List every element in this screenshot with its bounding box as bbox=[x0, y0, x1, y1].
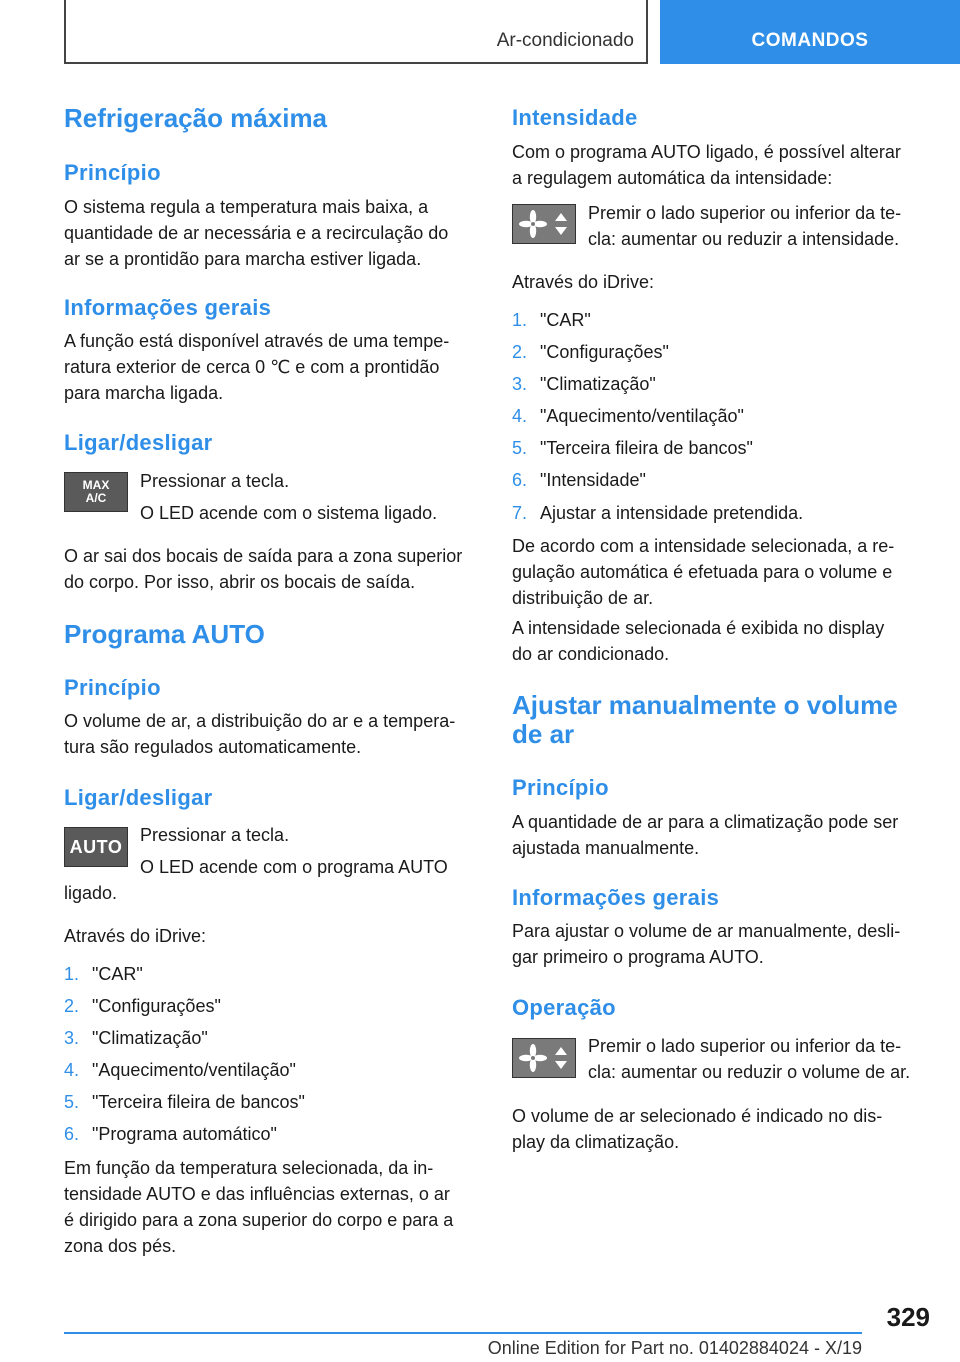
list-item: 7. Ajustar a intensidade pretendida. bbox=[512, 503, 804, 523]
paragraph-intensidade: Com o programa AUTO ligado, é possível alterar a regulagem automática da intensidade: bbox=[512, 142, 901, 188]
heading-principio: Princípio bbox=[64, 160, 161, 185]
heading-programa-auto: Programa AUTO bbox=[64, 619, 265, 649]
max-ac-key-icon: MAX A/C bbox=[64, 472, 128, 512]
paragraph-ligar-maxac: Pressionar a tecla. O LED acende com o sistema ligado. bbox=[140, 471, 438, 523]
page-number: 329 bbox=[886, 1302, 930, 1332]
paragraph-fan-volume: Premir o lado superior ou inferior da te- cla: aumentar ou reduzir o volume de ar. bbox=[588, 1036, 911, 1082]
paragraph-acordo: De acordo com a intensidade selecionada, a re- gulação automática é efetuada para o volume e distribuição de ar. bbox=[512, 536, 895, 608]
list-item: 3. "Climatização" bbox=[512, 374, 656, 394]
list-item: 1. "CAR" bbox=[512, 310, 591, 330]
heading-refrigeracao-maxima: Refrigeração máxima bbox=[64, 103, 328, 133]
paragraph-ligado: ligado. bbox=[64, 883, 118, 903]
list-item: 3. "Climatização" bbox=[64, 1028, 208, 1048]
list-item: 5. "Terceira fileira de bancos" bbox=[64, 1092, 305, 1112]
heading-intensidade: Intensidade bbox=[512, 105, 638, 130]
heading-operacao: Operação bbox=[512, 995, 616, 1020]
heading-principio-auto: Princípio bbox=[64, 675, 161, 700]
paragraph-informacoes-volume: Para ajustar o volume de ar manualmente, desli- gar primeiro o programa AUTO. bbox=[512, 921, 901, 967]
section-title: Ar-condicionado bbox=[496, 30, 634, 51]
heading-ligar-desligar-auto: Ligar/desligar bbox=[64, 785, 213, 810]
list-item: 4. "Aquecimento/ventilação" bbox=[64, 1060, 296, 1080]
paragraph-saida-ar: O ar sai dos bocais de saída para a zona superior do corpo. Por isso, abrir os bocais de saída. bbox=[64, 546, 463, 592]
paragraph-principio-auto: O volume de ar, a distribuição do ar e a tempera- tura são regulados automaticamente. bbox=[64, 711, 456, 757]
paragraph-idrive-right: Através do iDrive: bbox=[512, 272, 655, 292]
paragraph-fan-intensidade: Premir o lado superior ou inferior da te- cla: aumentar ou reduzir a intensidade. bbox=[588, 203, 902, 249]
list-item: 5. "Terceira fileira de bancos" bbox=[512, 438, 753, 458]
paragraph-principio-volume: A quantidade de ar para a climatização pode ser ajustada manualmente. bbox=[512, 812, 899, 858]
heading-informacoes-volume: Informações gerais bbox=[512, 885, 720, 910]
paragraph-display: A intensidade selecionada é exibida no display do ar condicionado. bbox=[512, 618, 885, 664]
paragraph-final: Em função da temperatura selecionada, da in- tensidade AUTO e das influências externas, o ar é dirigido para a zona superior do corpo e para a zona dos pés. bbox=[64, 1158, 454, 1256]
heading-principio-volume: Princípio bbox=[512, 775, 609, 800]
footer-divider bbox=[64, 1332, 862, 1334]
paragraph-ligar-auto: Pressionar a tecla. O LED acende com o programa AUTO bbox=[140, 825, 448, 877]
list-item: 2. "Configurações" bbox=[512, 342, 669, 362]
paragraph-volume-indicado: O volume de ar selecionado é indicado no dis- play da climatização. bbox=[512, 1106, 883, 1152]
heading-informacoes-gerais: Informações gerais bbox=[64, 295, 272, 320]
list-item: 2. "Configurações" bbox=[64, 996, 221, 1016]
heading-ligar-desligar: Ligar/desligar bbox=[64, 430, 213, 455]
heading-ajustar-volume: Ajustar manualmente o volume de ar bbox=[512, 690, 898, 749]
footer-edition: Online Edition for Part no. 01402884024 - X/19 bbox=[487, 1338, 862, 1358]
auto-key-icon: AUTO bbox=[64, 827, 128, 867]
list-item: 6. "Programa automático" bbox=[64, 1124, 277, 1144]
list-item: 4. "Aquecimento/ventilação" bbox=[512, 406, 744, 426]
section-tab: COMANDOS bbox=[660, 0, 960, 64]
list-item: 1. "CAR" bbox=[64, 964, 143, 984]
paragraph-informacoes: A função está disponível através de uma tempe- ratura exterior de cerca 0 ℃ e com a prontidão para marcha ligada. bbox=[64, 331, 450, 403]
paragraph-idrive-left: Através do iDrive: bbox=[64, 926, 207, 946]
paragraph-principio: O sistema regula a temperatura mais baixa, a quantidade de ar necessária e a recirculação do ar se a prontidão para marcha estiver ligada. bbox=[64, 197, 449, 269]
list-item: 6. "Intensidade" bbox=[512, 470, 646, 490]
